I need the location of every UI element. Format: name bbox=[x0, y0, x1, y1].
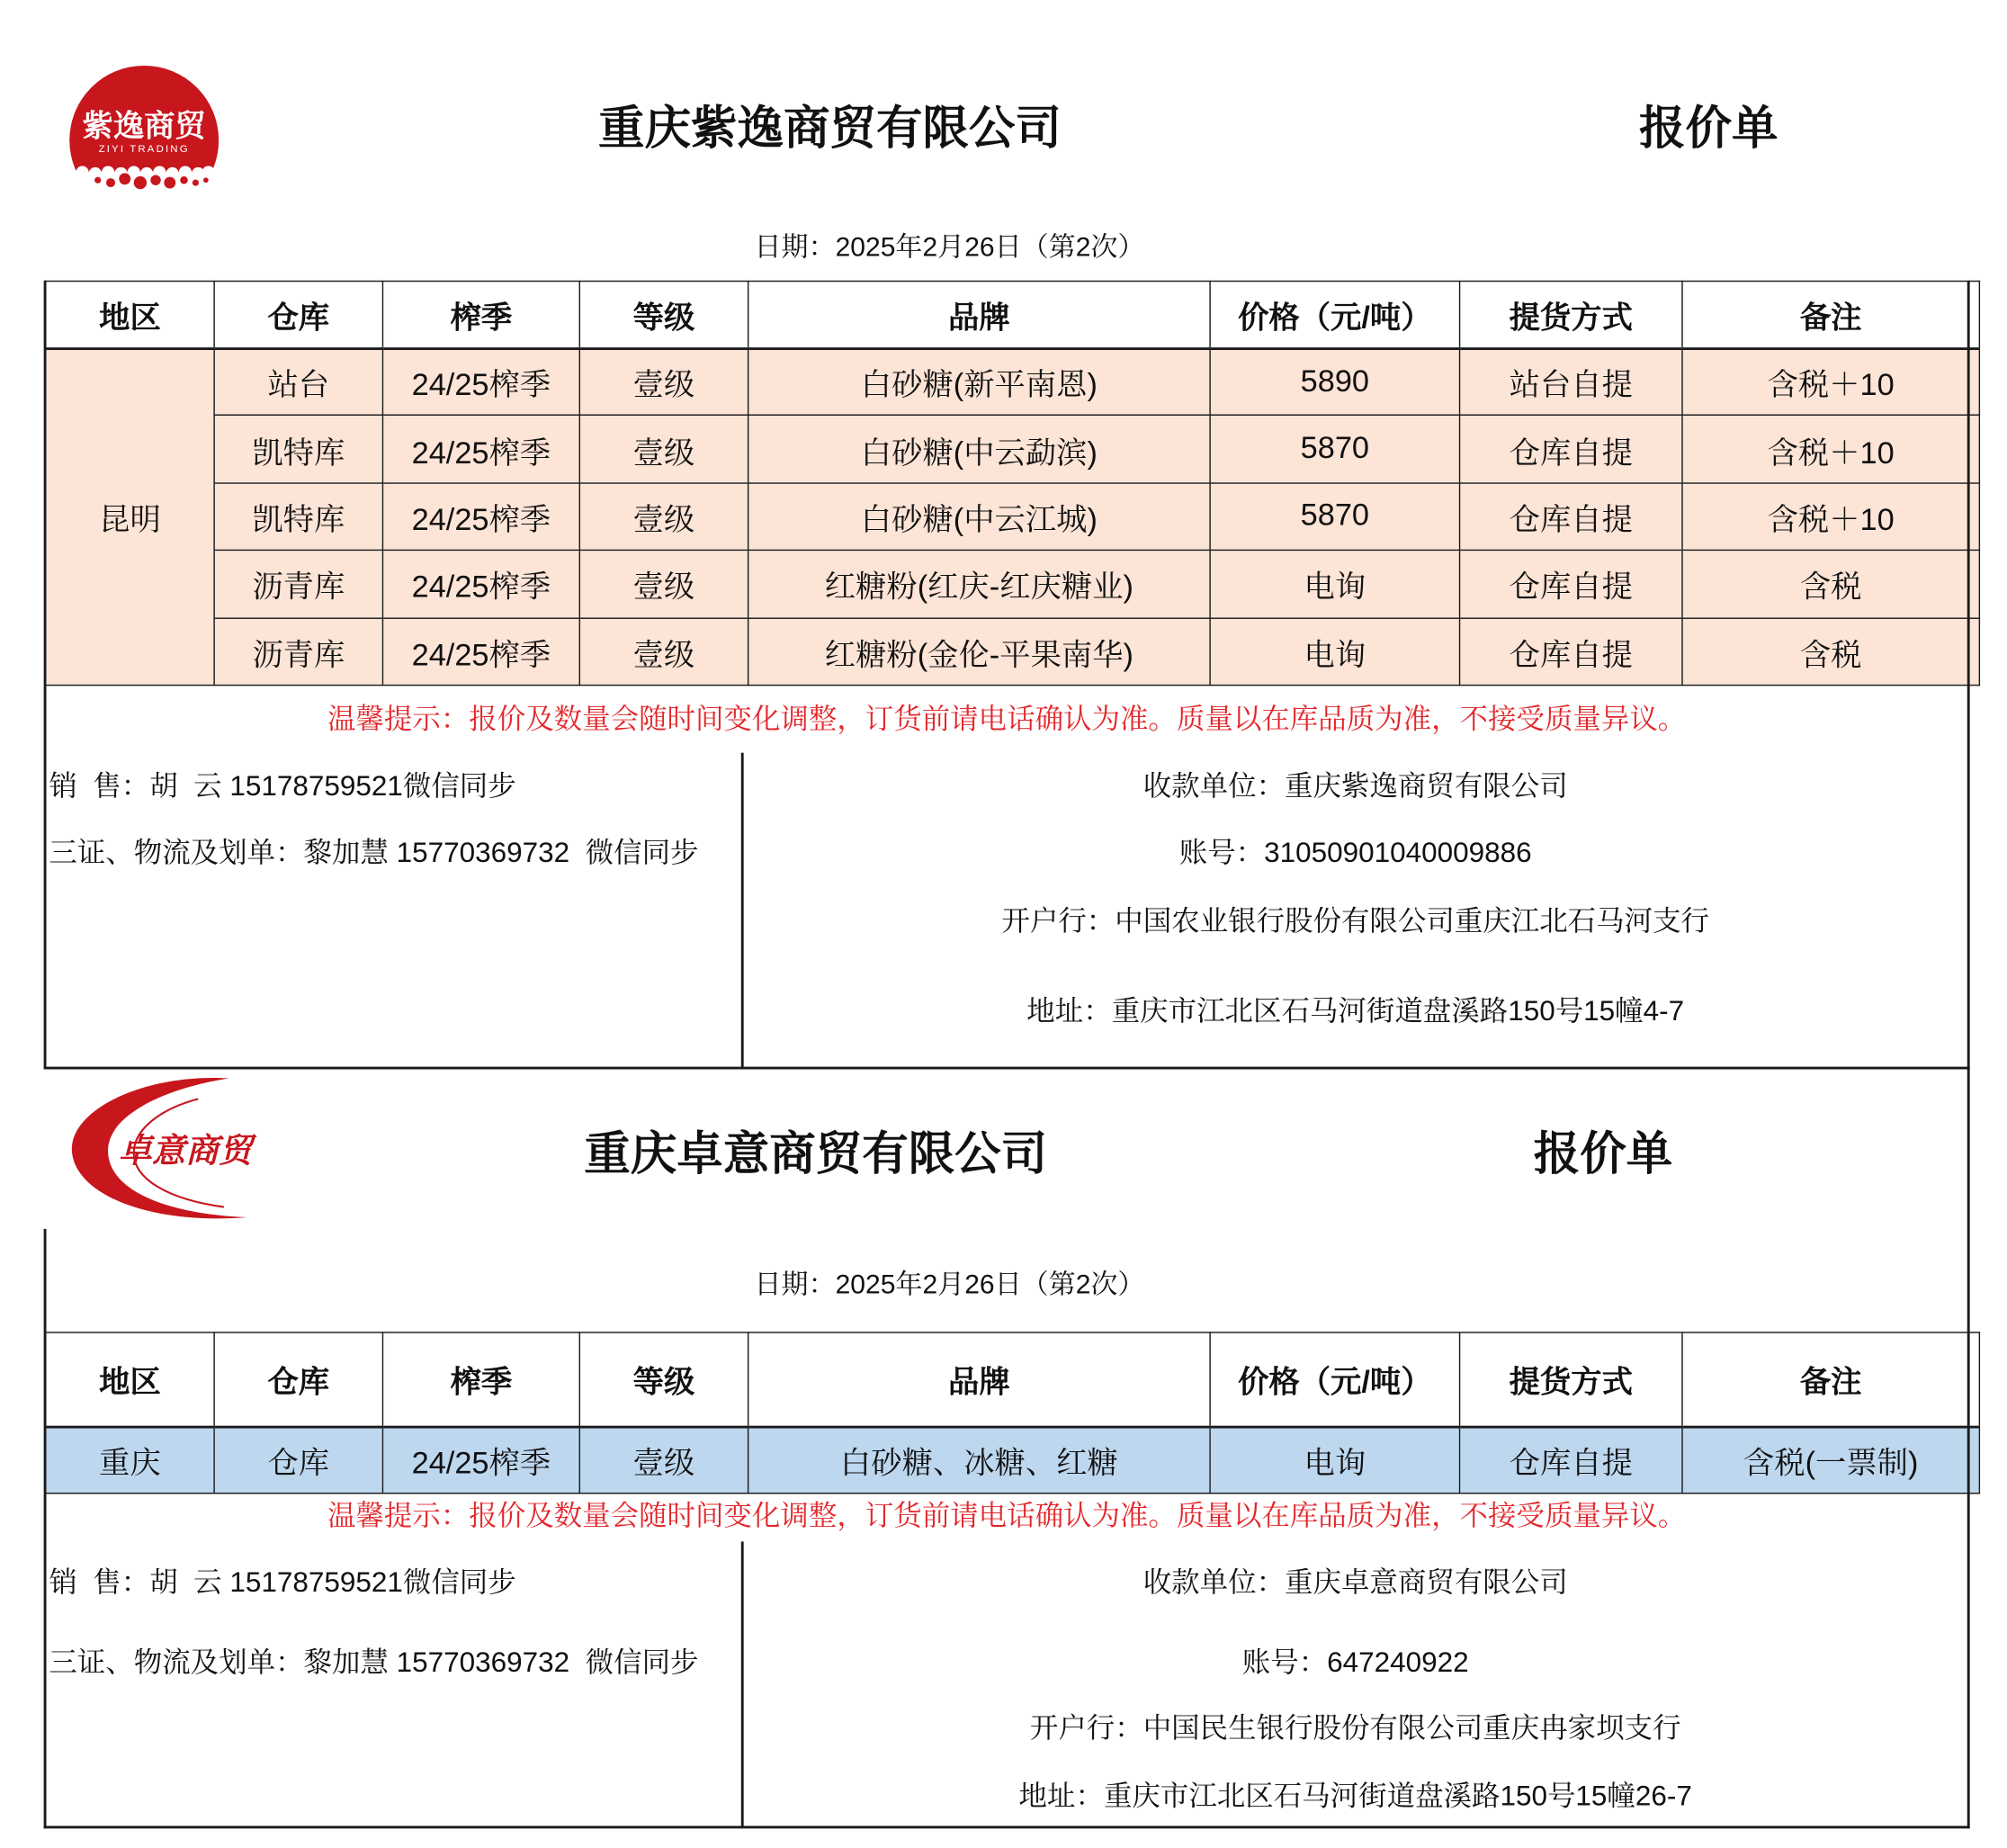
cell-brand: 白砂糖(新平南恩) bbox=[748, 348, 1210, 416]
header-note: 备注 bbox=[1682, 1332, 1979, 1426]
address: 地址：重庆市江北区石马河街道盘溪路150号15幢4-7 bbox=[1026, 994, 1685, 1027]
logistics-contact: 三证、物流及划单：黎加慧 15770369732 微信同步 bbox=[49, 1646, 699, 1678]
cell-season: 24/25榨季 bbox=[382, 416, 579, 483]
cell-region: 昆明 bbox=[46, 348, 214, 686]
cell-price: 电询 bbox=[1210, 551, 1459, 618]
cell-region: 重庆 bbox=[46, 1426, 214, 1493]
header-grade: 等级 bbox=[579, 281, 748, 347]
header-season: 榨季 bbox=[382, 281, 579, 347]
sales-contact: 销 售：胡 云 15178759521微信同步 bbox=[49, 769, 516, 803]
header-note: 备注 bbox=[1682, 281, 1979, 347]
cell-delivery: 仓库自提 bbox=[1460, 551, 1682, 618]
cell-delivery: 仓库自提 bbox=[1460, 483, 1682, 551]
address: 地址：重庆市江北区石马河街道盘溪路150号15幢26-7 bbox=[1018, 1779, 1692, 1812]
cell-warehouse: 凯特库 bbox=[214, 483, 382, 551]
cell-note: 含税(一票制) bbox=[1682, 1426, 1979, 1493]
header-season: 榨季 bbox=[382, 1332, 579, 1426]
table-row bbox=[46, 1426, 1980, 1493]
cell-grade: 壹级 bbox=[579, 416, 748, 483]
header-brand: 品牌 bbox=[748, 1332, 1210, 1426]
cell-warehouse: 凯特库 bbox=[214, 416, 382, 483]
zhuoyi-logo bbox=[65, 1073, 258, 1225]
frame-border-bottom bbox=[44, 1067, 1970, 1070]
header-price: 价格（元/吨） bbox=[1210, 1332, 1459, 1426]
cell-delivery: 仓库自提 bbox=[1460, 416, 1682, 483]
logistics-contact: 三证、物流及划单：黎加慧 15770369732 微信同步 bbox=[49, 836, 699, 869]
ziyi-logo bbox=[65, 65, 224, 191]
cell-warehouse: 站台 bbox=[214, 348, 382, 416]
payee: 收款单位：重庆卓意商贸有限公司 bbox=[1142, 1565, 1568, 1599]
cell-brand: 白砂糖(中云江城) bbox=[748, 483, 1210, 551]
header-brand: 品牌 bbox=[748, 281, 1210, 347]
cell-season: 24/25榨季 bbox=[382, 618, 579, 686]
header-row bbox=[46, 1332, 1980, 1426]
header-region: 地区 bbox=[46, 1332, 214, 1426]
cell-grade: 壹级 bbox=[579, 551, 748, 618]
table-row bbox=[46, 551, 1980, 618]
quote-date: 日期：2025年2月26日（第2次） bbox=[754, 232, 1145, 263]
cell-price: 5870 bbox=[1210, 483, 1459, 551]
frame-border-left bbox=[44, 281, 47, 1070]
cell-grade: 壹级 bbox=[579, 1426, 748, 1493]
cell-delivery: 站台自提 bbox=[1460, 348, 1682, 416]
cell-grade: 壹级 bbox=[579, 483, 748, 551]
header-warehouse: 仓库 bbox=[214, 281, 382, 347]
quote-date: 日期：2025年2月26日（第2次） bbox=[754, 1269, 1145, 1300]
notice-text: 温馨提示：报价及数量会随时间变化调整，订货前请电话确认为准。质量以在库品质为准，不接受质量异议。 bbox=[327, 1499, 1687, 1531]
header-row bbox=[46, 281, 1980, 347]
document-title: 报价单 bbox=[1533, 1126, 1673, 1180]
cell-brand: 红糖粉(金伦-平果南华) bbox=[748, 618, 1210, 686]
cell-price: 5870 bbox=[1210, 416, 1459, 483]
bank-name: 开户行：中国农业银行股份有限公司重庆江北石马河支行 bbox=[1001, 904, 1710, 937]
cell-warehouse: 仓库 bbox=[214, 1426, 382, 1493]
cell-price: 5890 bbox=[1210, 348, 1459, 416]
header-delivery: 提货方式 bbox=[1460, 281, 1682, 347]
payee: 收款单位：重庆紫逸商贸有限公司 bbox=[1142, 769, 1568, 803]
cell-price: 电询 bbox=[1210, 1426, 1459, 1493]
table-row bbox=[46, 416, 1980, 483]
price-table bbox=[45, 1332, 1980, 1494]
cell-note: 含税＋10 bbox=[1682, 348, 1979, 416]
cell-season: 24/25榨季 bbox=[382, 1426, 579, 1493]
cell-price: 电询 bbox=[1210, 618, 1459, 686]
logo-subtitle: ZIYI TRADING bbox=[98, 143, 190, 155]
account-number: 账号：647240922 bbox=[1241, 1646, 1469, 1678]
logo-name: 紫逸商贸 bbox=[82, 109, 206, 144]
header-price: 价格（元/吨） bbox=[1210, 281, 1459, 347]
price-table bbox=[45, 281, 1980, 686]
sales-contact: 销 售：胡 云 15178759521微信同步 bbox=[49, 1565, 516, 1599]
notice-text: 温馨提示：报价及数量会随时间变化调整，订货前请电话确认为准。质量以在库品质为准，不接受质量异议。 bbox=[327, 702, 1687, 735]
table-row bbox=[46, 618, 1980, 686]
cell-note: 含税＋10 bbox=[1682, 483, 1979, 551]
document-title: 报价单 bbox=[1639, 101, 1779, 155]
table-row bbox=[46, 348, 1980, 416]
company-title: 重庆卓意商贸有限公司 bbox=[584, 1126, 1048, 1180]
cell-grade: 壹级 bbox=[579, 618, 748, 686]
cell-season: 24/25榨季 bbox=[382, 348, 579, 416]
cell-season: 24/25榨季 bbox=[382, 551, 579, 618]
bank-name: 开户行：中国民生银行股份有限公司重庆冉家坝支行 bbox=[1029, 1711, 1681, 1744]
cell-delivery: 仓库自提 bbox=[1460, 618, 1682, 686]
frame-border-right bbox=[1967, 281, 1970, 1070]
table-row bbox=[46, 483, 1980, 551]
cell-note: 含税 bbox=[1682, 551, 1979, 618]
frame-border-bottom bbox=[44, 1826, 1970, 1829]
account-number: 账号：31050901040009886 bbox=[1178, 836, 1532, 869]
cell-brand: 红糖粉(红庆-红庆糖业) bbox=[748, 551, 1210, 618]
header-region: 地区 bbox=[46, 281, 214, 347]
cell-delivery: 仓库自提 bbox=[1460, 1426, 1682, 1493]
cell-season: 24/25榨季 bbox=[382, 483, 579, 551]
cell-note: 含税 bbox=[1682, 618, 1979, 686]
logo-name: 卓意商贸 bbox=[118, 1131, 253, 1170]
cell-brand: 白砂糖(中云勐滨) bbox=[748, 416, 1210, 483]
header-delivery: 提货方式 bbox=[1460, 1332, 1682, 1426]
company-title: 重庆紫逸商贸有限公司 bbox=[598, 101, 1062, 155]
cell-brand: 白砂糖、冰糖、红糖 bbox=[748, 1426, 1210, 1493]
header-grade: 等级 bbox=[579, 1332, 748, 1426]
cell-warehouse: 沥青库 bbox=[214, 551, 382, 618]
cell-grade: 壹级 bbox=[579, 348, 748, 416]
header-warehouse: 仓库 bbox=[214, 1332, 382, 1426]
cell-warehouse: 沥青库 bbox=[214, 618, 382, 686]
cell-note: 含税＋10 bbox=[1682, 416, 1979, 483]
